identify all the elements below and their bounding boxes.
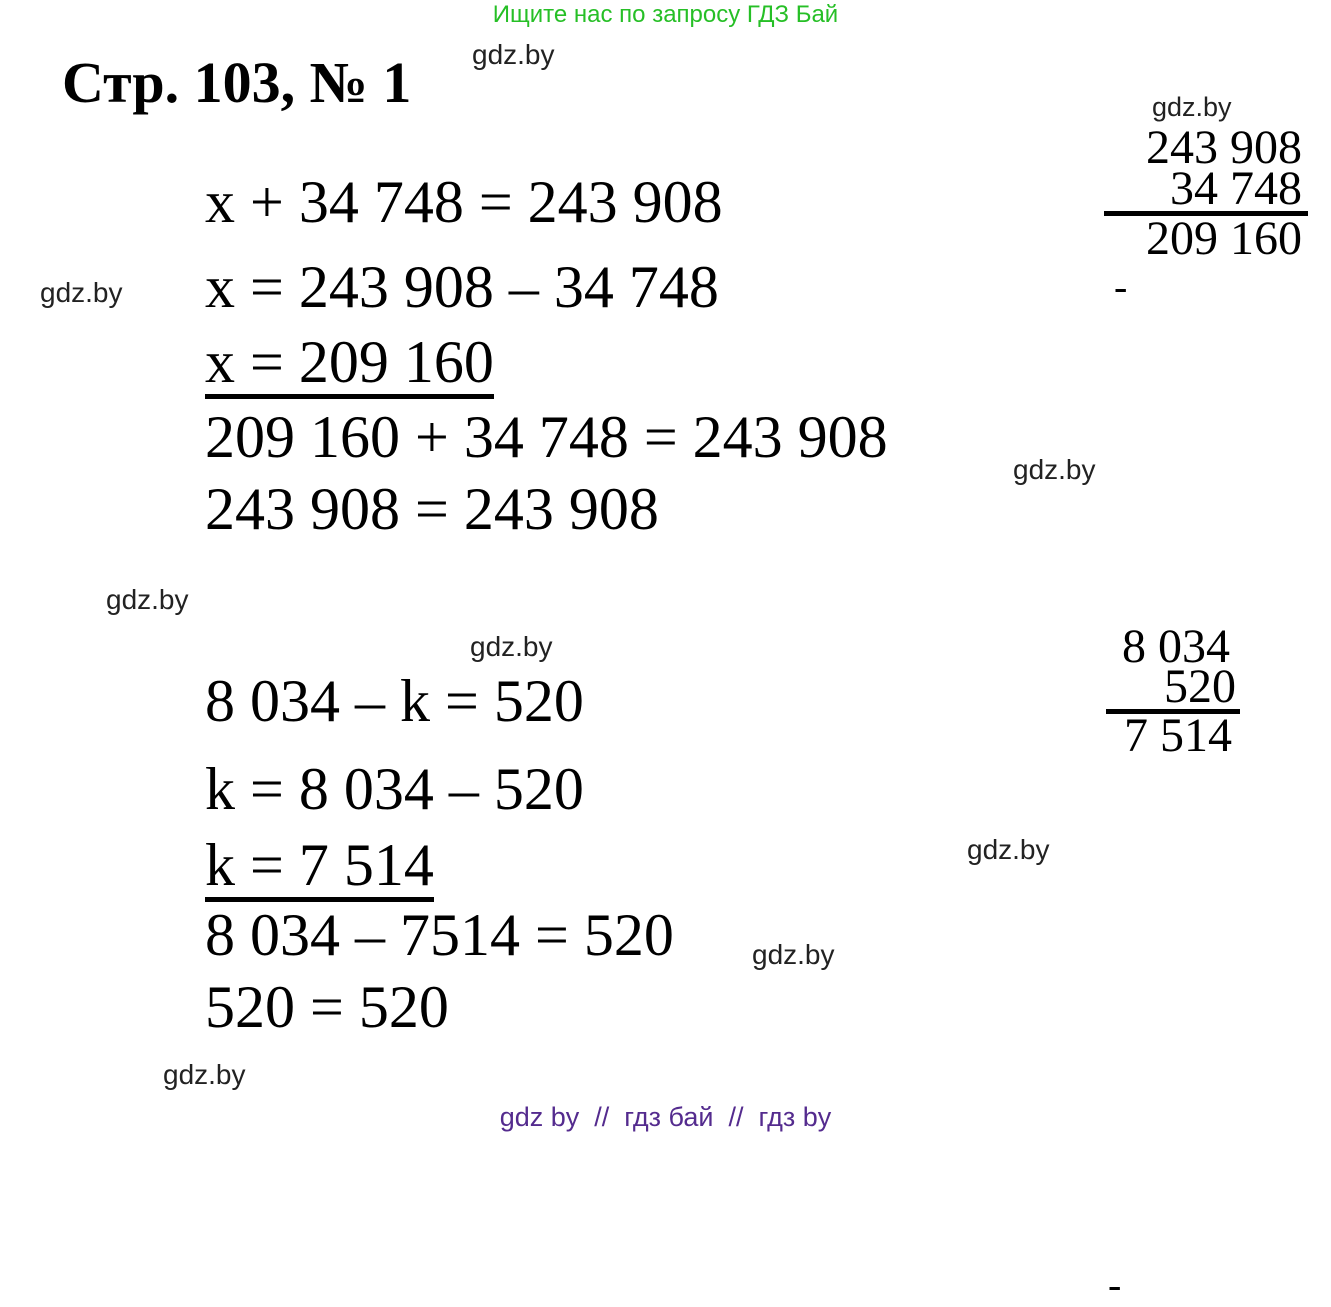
- minuend: 8 034: [1122, 620, 1230, 673]
- watermark-top-center: gdz.by: [472, 39, 555, 70]
- column-subtraction-1: [1104, 121, 1308, 309]
- equation-line: k = 8 034 – 520: [205, 756, 584, 822]
- column-subtraction-2: [1106, 620, 1240, 1307]
- watermark-center: gdz.by: [470, 631, 553, 662]
- watermark-bottom-left: gdz.by: [163, 1059, 246, 1090]
- equation-line: 8 034 – 7514 = 520: [205, 902, 674, 968]
- answer-underlined: x = 209 160: [205, 332, 494, 399]
- equation-line: x + 34 748 = 243 908: [205, 169, 723, 235]
- watermark-left-middle: gdz.by: [106, 584, 189, 615]
- difference: 209 160: [1146, 212, 1302, 265]
- minus-operator: -: [1108, 1262, 1122, 1307]
- watermark-center-lower: gdz.by: [752, 939, 835, 970]
- equation-line: 243 908 = 243 908: [205, 476, 659, 542]
- subtrahend: 34 748: [1170, 162, 1302, 215]
- watermark-right-lower: gdz.by: [967, 834, 1050, 865]
- difference: 7 514: [1124, 709, 1232, 762]
- minuend: 243 908: [1146, 121, 1302, 174]
- subtrahend: 520: [1164, 660, 1236, 713]
- equation-line: 520 = 520: [205, 974, 449, 1040]
- equation-line-answer: [205, 329, 494, 399]
- watermark-top-right: gdz.by: [1152, 92, 1232, 122]
- minus-operator: -: [1114, 264, 1128, 309]
- answer-underlined: k = 7 514: [205, 835, 434, 902]
- watermark-right-middle: gdz.by: [1013, 454, 1096, 485]
- watermark-left-upper: gdz.by: [40, 277, 123, 308]
- footer-tags: gdz by // гдз бай // гдз by: [499, 1102, 832, 1132]
- page-title: Стр. 103, № 1: [62, 50, 412, 115]
- equation-line: 8 034 – k = 520: [205, 668, 584, 734]
- promo-banner: Ищите нас по запросу ГДЗ Бай: [492, 1, 839, 28]
- equation-line: x = 243 908 – 34 748: [205, 254, 719, 320]
- equation-line-answer: [205, 832, 434, 902]
- equation-line: 209 160 + 34 748 = 243 908: [205, 404, 888, 470]
